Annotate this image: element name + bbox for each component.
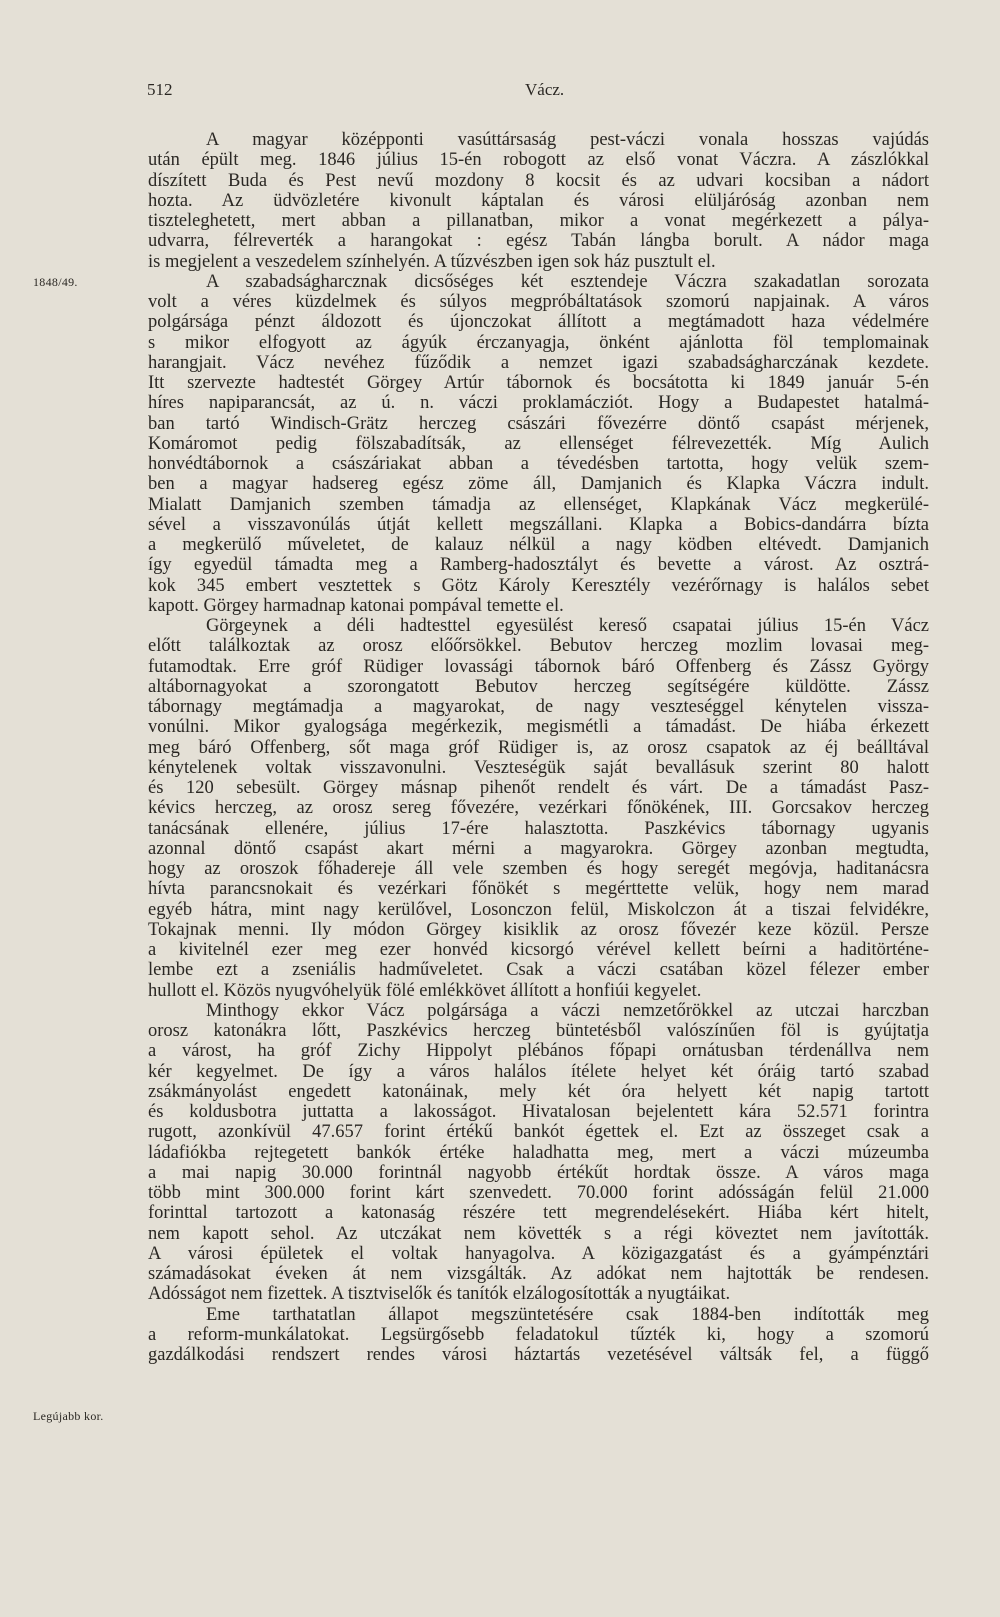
text-line: s mikor elfogyott az ágyúk érczanyagja, önként ajánlotta föl templomainak bbox=[148, 332, 929, 353]
text-line: után épült meg. 1846 július 15-én robogott az első vonat Váczra. A zászlókkal bbox=[148, 150, 929, 171]
text-line: tábornagy megtámadja a magyarokat, de nagy veszteséggel kénytelen vissza- bbox=[148, 697, 929, 717]
text-line: nem kapott sehol. Az utczákat nem követték s a régi köveztet nem javították. bbox=[148, 1223, 929, 1244]
text-line: sével a visszavonúlás útját kellett megszállani. Klapka a Bobics-dandárra bízta bbox=[148, 514, 929, 535]
text-line: meg báró Offenberg, sőt maga gróf Rüdiger is, az orosz csapatok az éj beálltával bbox=[148, 737, 929, 758]
text-line: Görgeynek a déli hadtesttel egyesülést kereső csapatai július 15-én Vácz bbox=[206, 616, 929, 636]
text-line: híres napiparancsát, az ú. n. váczi proklamácziót. Hogy a Budapestet hatalmá- bbox=[148, 393, 929, 414]
text-line: udvarra, félreverték a harangokat : egész Tabán lángba borult. A nádor maga bbox=[148, 231, 929, 252]
margin-note-date: 1848/49. bbox=[33, 274, 78, 289]
text-line: és koldusbotra juttatta a lakosságot. Hivatalosan bejelentett kára 52.571 forintra bbox=[148, 1102, 929, 1122]
text-line: polgársága pénzt áldozott és újonczokat állított a megtámadott haza védelmére bbox=[148, 312, 929, 333]
text-line: tiszteleghetett, mert abban a pillanatban, mikor a vonat megérkezett a pálya- bbox=[148, 211, 929, 231]
text-line: vonúlni. Mikor gyalogsága megérkezik, megismétli a támadást. De hiába érkezett bbox=[148, 717, 929, 738]
text-line: is megjelent a veszedelem színhelyén. A tűzvészben igen sok ház pusztult el. bbox=[148, 251, 716, 272]
text-line: így egyedül támadta meg a Ramberg-hadosztályt és bevette a várost. Az osztrá- bbox=[148, 555, 929, 576]
text-line: ládafiókba rejtegetett bankók értéke haladhatta meg, mert a váczi múzeumba bbox=[148, 1142, 929, 1163]
text-line: ben a magyar hadsereg egész zöme áll, Damjanich és Klapka Váczra indult. bbox=[148, 474, 929, 495]
text-line: forinttal tartozott a katonaság részére tett megrendelésekért. Hiába kért hitelt, bbox=[148, 1203, 929, 1224]
text-line: a várost, ha gróf Zichy Hippolyt plébános főpapi ornátusban térdenállva nem bbox=[148, 1041, 929, 1062]
text-line: a reform-munkálatokat. Legsürgősebb feladatokul tűzték ki, hogy a szomorú bbox=[148, 1324, 929, 1345]
page-number: 512 bbox=[147, 80, 173, 99]
text-line: a megkerülő műveletet, de kalauz nélkül a nagy ködben eltévedt. Damjanich bbox=[148, 535, 929, 555]
text-line: kér kegyelmet. De így a város halálos ítélete helyet két óráig tartó szabad bbox=[148, 1061, 929, 1082]
text-line: előtt találkoztak az orosz előőrsökkel. Bebutov herczeg mozlim lovasai meg- bbox=[148, 636, 929, 657]
text-line: Adósságot nem fizettek. A tisztviselők és tanítók elzálogosították a nyugtáikat. bbox=[148, 1284, 731, 1305]
text-line: számadásokat éveken át nem vizsgálták. Az adókat nem hajtották be rendesen. bbox=[148, 1264, 929, 1284]
text-line: harangjait. Vácz nevéhez fűződik a nemzet igazi szabadságharczának kezdete. bbox=[148, 352, 929, 373]
text-line: orosz katonákra lőtt, Paszkévics herczeg büntetésből valószínűen föl is gyújtatja bbox=[148, 1021, 929, 1041]
text-line: egyéb hátra, mint nagy kerülővel, Losonczon felül, Miskolczon át a tiszai felvidékre, bbox=[148, 899, 929, 920]
text-line: kévics herczeg, az orosz sereg fővezére, vezérkari főnökének, III. Gorcsakov herczeg bbox=[148, 798, 929, 819]
text-line: rugott, azonkívül 47.657 forint értékű bankót égettek el. Ezt az összeget csak a bbox=[148, 1122, 929, 1143]
text-line: A magyar középponti vasúttársaság pest-váczi vonala hosszas vajúdás bbox=[206, 130, 929, 150]
text-line: hogy az oroszok főhadereje áll vele szemben és hogy seregét megóvja, haditanácsra bbox=[148, 859, 929, 879]
text-line: honvédtábornok a császáriakat abban a tévedésben tartotta, hogy velük szem- bbox=[148, 454, 929, 474]
text-line: Eme tarthatatlan állapot megszüntetésére csak 1884-ben indították meg bbox=[206, 1304, 929, 1325]
text-line: Mialatt Damjanich szemben támadja az ellenséget, Klapkának Vácz megkerülé- bbox=[148, 494, 929, 515]
text-line: ban tartó Windisch-Grätz herczeg császári fővezérre döntő csapást mérjenek, bbox=[148, 413, 929, 434]
text-line: azonnal döntő csapást akart mérni a magyarokra. Görgey azonban megtudta, bbox=[148, 838, 929, 859]
text-line: díszített Buda és Pest nevű mozdony 8 kocsit és az udvari kocsiban a nádort bbox=[148, 170, 929, 191]
text-line: és 120 sebesült. Görgey másnap pihenőt rendelt és várt. De a támadást Pasz- bbox=[148, 778, 929, 798]
body-text bbox=[148, 130, 929, 1365]
text-line: több mint 300.000 forint kárt szenvedett. 70.000 forint adósságán felül 21.000 bbox=[148, 1183, 929, 1203]
text-line: hullott el. Közös nyugvóhelyük fölé emlékkövet állított a honfiúi kegyelet. bbox=[148, 980, 702, 1001]
text-line: futamodtak. Erre gróf Rüdiger lovassági tábornok báró Offenberg és Zássz György bbox=[148, 656, 929, 677]
text-line: zsákmányolást engedett katonáinak, mely két óra helyett két napig tartott bbox=[148, 1081, 929, 1102]
text-line: a kivitelnél ezer meg ezer honvéd kicsorgó vérével kellett beírni a haditörténe- bbox=[148, 940, 929, 960]
text-line: kok 345 embert vesztettek s Götz Károly Keresztély vezérőrnagy is halálos sebet bbox=[148, 575, 929, 596]
text-line: lembe ezt a zseniális hadműveletet. Csak a váczi csatában közel félezer ember bbox=[148, 960, 929, 981]
margin-note-section: Legújabb kor. bbox=[33, 1408, 104, 1423]
text-line: Komáromot pedig fölszabadítsák, az ellenséget félrevezették. Míg Aulich bbox=[148, 433, 929, 454]
text-line: hívta parancsnokait és vezérkari főnökét s megérttette velük, hogy nem marad bbox=[148, 879, 929, 900]
text-line: volt a véres küzdelmek és súlyos megpróbáltatások szomorú napjainak. A város bbox=[148, 292, 929, 312]
text-line: a mai napig 30.000 forintnál nagyobb értékűt hordtak össze. A város maga bbox=[148, 1162, 929, 1183]
text-line: altábornagyokat a szorongatott Bebutov herczeg segítségére küldötte. Zássz bbox=[148, 676, 929, 697]
text-line: hozta. Az üdvözletére kivonult káptalan és városi elüljáróság azonban nem bbox=[148, 190, 929, 211]
text-line: Minthogy ekkor Vácz polgársága a váczi nemzetőrökkel az utczai harczban bbox=[206, 1000, 929, 1021]
text-line: gazdálkodási rendszert rendes városi háztartás vezetésével váltsák fel, a függő bbox=[148, 1345, 929, 1365]
text-line: kapott. Görgey harmadnap katonai pompával temette el. bbox=[148, 595, 564, 616]
text-line: kénytelenek voltak visszavonulni. Veszteségük saját bevallásuk szerint 80 halott bbox=[148, 757, 929, 778]
text-line: A szabadságharcznak dicsőséges két esztendeje Váczra szakadatlan sorozata bbox=[206, 271, 929, 292]
running-title: Vácz. bbox=[525, 80, 565, 99]
text-line: A városi épületek el voltak hanyagolva. A közigazgatást és a gyámpénztári bbox=[148, 1243, 929, 1264]
text-line: Itt szervezte hadtestét Görgey Artúr tábornok és bocsátotta ki 1849 január 5-én bbox=[148, 373, 929, 393]
page-header bbox=[0, 76, 1000, 106]
text-line: tanácsának ellenére, július 17-ére halasztotta. Paszkévics tábornagy ugyanis bbox=[148, 818, 929, 839]
text-line: Tokajnak menni. Ily módon Görgey kisiklik az orosz fővezér keze közül. Persze bbox=[148, 919, 929, 940]
